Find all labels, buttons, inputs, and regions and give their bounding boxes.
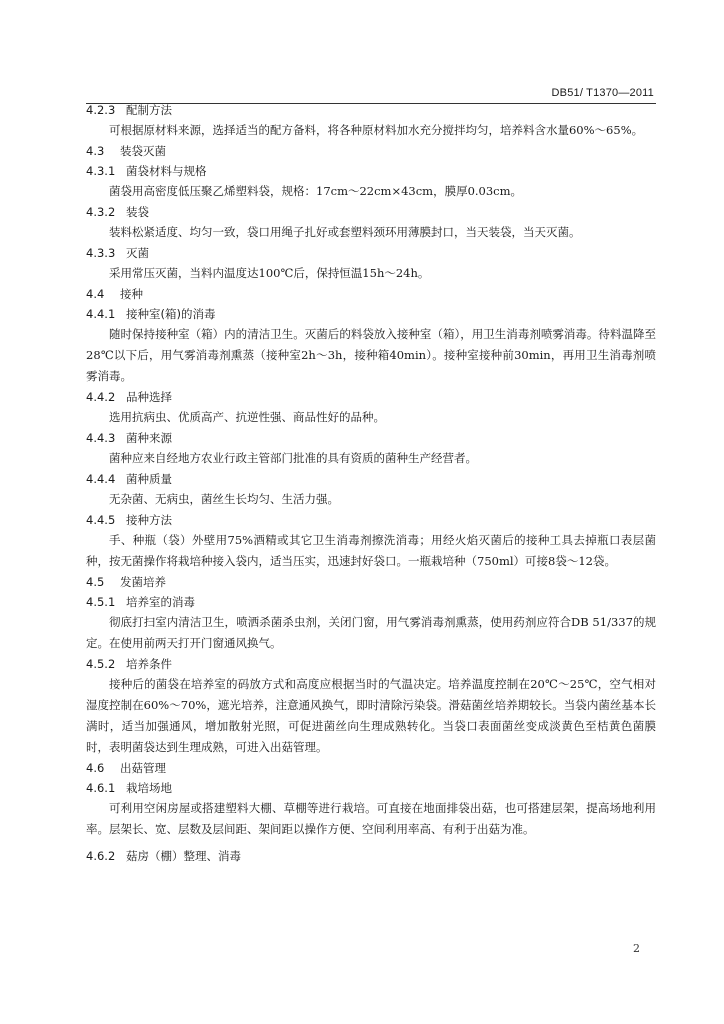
section-heading [86,469,656,489]
section-heading [86,846,656,866]
section-number: 4.4.1 [86,307,116,321]
section-heading [86,572,656,592]
section-number: 4.6 [86,761,105,775]
document-code: DB51/ T1370—2011 [551,87,654,99]
section-heading [86,428,656,448]
section-heading [86,284,656,304]
paragraph: 选用抗病虫、优质高产、抗逆性强、商品性好的品种。 [109,410,385,424]
section-title: 品种选择 [126,390,172,404]
section-title: 接种 [120,287,143,301]
paragraph: 随时保持接种室（箱）内的清洁卫生。灭菌后的料袋放入接种室（箱），用卫生消毒剂喷雾消毒。待料温降至28℃以下后，用气雾消毒剂熏蒸（接种室2h～3h，接种箱40min）。接种室接种前30min，再用卫生消毒剂喷雾消毒。 [86,327,656,383]
section-title: 装袋灭菌 [120,144,166,158]
section-heading [86,387,656,407]
paragraph: 可利用空闲房屋或搭建塑料大棚、草棚等进行栽培。可直接在地面排袋出菇，也可搭建层架，提高场地利用率。层架长、宽、层数及层间距、架间距以操作方便、空间利用率高、有利于出菇为准。 [86,801,656,836]
section-title: 栽培场地 [126,781,172,795]
paragraph: 菌种应来自经地方农业行政主管部门批准的具有资质的菌种生产经营者。 [109,451,477,465]
section-number: 4.3.3 [86,246,116,260]
section-heading [86,758,656,778]
section-number: 4.4.5 [86,513,116,527]
section-title: 菌种质量 [126,472,172,486]
paragraph: 接种后的菌袋在培养室的码放方式和高度应根据当时的气温决定。培养温度控制在20℃～25℃，空气相对湿度控制在60%～70%，遮光培养，注意通风换气，即时清除污染袋。滑菇菌丝培养期较长。当袋内菌丝基本长满时，适当加强通风，增加散射光照，可促进菌丝向生理成熟转化。当袋口表面菌丝变成淡黄色至桔黄色菌膜时，表明菌袋达到生理成熟，可进入出菇管理。 [86,677,656,754]
section-number: 4.4.2 [86,390,116,404]
section-number: 4.5.1 [86,595,116,609]
section-title: 装袋 [126,205,149,219]
paragraph: 彻底打扫室内清洁卫生，喷洒杀菌杀虫剂，关闭门窗，用气雾消毒剂熏蒸，使用药剂应符合DB 51/337的规定。在使用前两天打开门窗通风换气。 [86,615,656,650]
section-title: 接种室(箱)的消毒 [126,307,216,321]
section-heading [86,243,656,263]
section-title: 菌种来源 [126,431,172,445]
section-title: 培养条件 [126,657,172,671]
paragraph: 菌袋用高密度低压聚乙烯塑料袋，规格：17cm～22cm×43cm，膜厚0.03cm。 [109,184,523,198]
section-title: 发菌培养 [120,575,166,589]
paragraph: 无杂菌、无病虫，菌丝生长均匀、生活力强。 [109,492,339,506]
page-number: 2 [633,942,640,955]
section-heading [86,202,656,222]
section-heading [86,100,656,120]
section-title: 灭菌 [126,246,149,260]
section-title: 培养室的消毒 [126,595,195,609]
document-body [86,100,656,866]
section-heading [86,161,656,181]
section-number: 4.2.3 [86,103,116,117]
section-number: 4.5 [86,575,105,589]
section-number: 4.3 [86,144,105,158]
section-heading [86,304,656,324]
section-number: 4.6.1 [86,781,116,795]
paragraph: 可根据原材料来源，选择适当的配方备料，将各种原材料加水充分搅拌均匀，培养料含水量60%～65%。 [109,123,644,137]
section-number: 4.4.4 [86,472,116,486]
section-number: 4.5.2 [86,657,116,671]
section-number: 4.3.1 [86,164,116,178]
section-title: 菇房（棚）整理、消毒 [126,849,241,863]
section-heading [86,592,656,612]
section-heading [86,778,656,798]
paragraph: 手、种瓶（袋）外壁用75%酒精或其它卫生消毒剂擦洗消毒；用经火焰灭菌后的接种工具去掉瓶口表层菌种，按无菌操作将栽培种接入袋内，适当压实，迅速封好袋口。一瓶栽培种（750ml）可接8袋～12袋。 [86,533,656,568]
section-title: 接种方法 [126,513,172,527]
section-heading [86,141,656,161]
section-title: 菌袋材料与规格 [126,164,207,178]
section-number: 4.4 [86,287,105,301]
section-number: 4.6.2 [86,849,116,863]
section-title: 配制方法 [126,103,172,117]
section-number: 4.4.3 [86,431,116,445]
section-heading [86,654,656,674]
section-number: 4.3.2 [86,205,116,219]
section-title: 出菇管理 [120,761,166,775]
paragraph: 装料松紧适度、均匀一致，袋口用绳子扎好或套塑料颈环用薄膜封口，当天装袋，当天灭菌。 [109,225,581,239]
paragraph: 采用常压灭菌，当料内温度达100℃后，保持恒温15h～24h。 [109,266,430,280]
section-heading [86,510,656,530]
